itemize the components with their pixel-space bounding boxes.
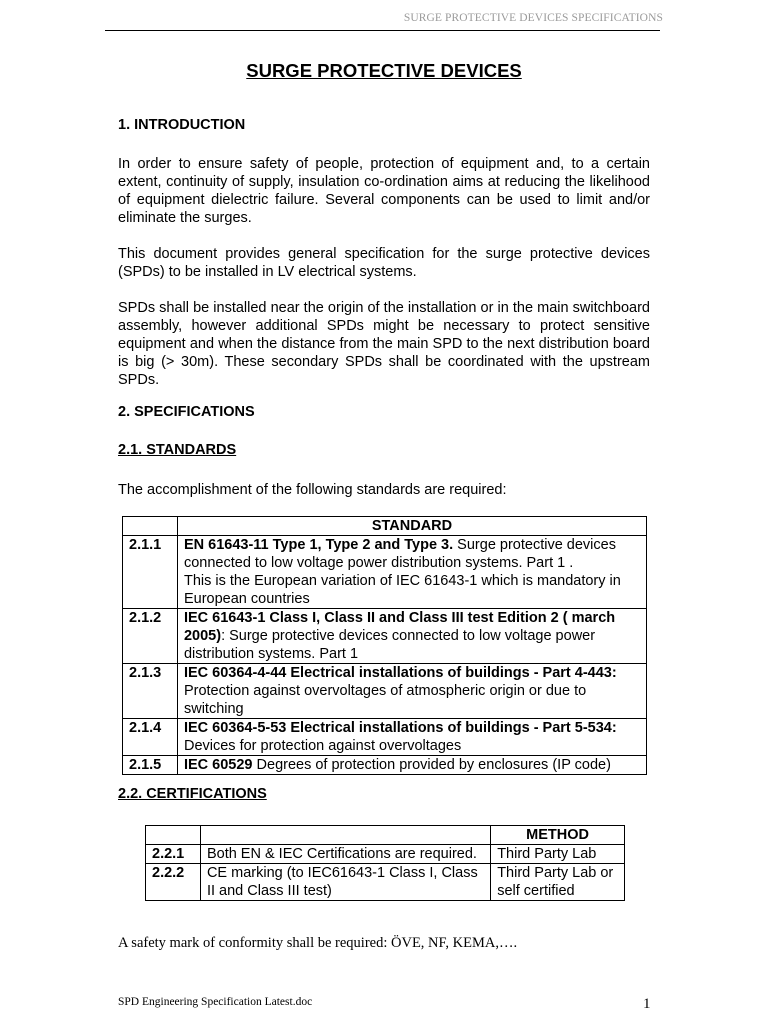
table-row bbox=[146, 864, 625, 901]
intro-paragraph-3: SPDs shall be installed near the origin of the installation or in the main switchboard assembly, however additional SPDs might be necessary to protect sensitive equipment and when the distance from the main SPD to the next distribution board is big (> 30m). These secondary SPDs shall be coordinated with the upstream SPDs. bbox=[118, 300, 650, 388]
table-header-cell-empty bbox=[146, 826, 201, 845]
standard-title: EN 61643-11 Type 1, Type 2 and Type 3. bbox=[183, 537, 454, 553]
table-header-cell-empty bbox=[123, 517, 178, 536]
footer-page-number: 1 bbox=[643, 996, 651, 1012]
table-row bbox=[123, 756, 647, 775]
safety-mark-statement: A safety mark of conformity shall be required: ÖVE, NF, KEMA,…. bbox=[118, 935, 518, 951]
section-heading-introduction: 1. INTRODUCTION bbox=[118, 117, 246, 133]
section-heading-specifications: 2. SPECIFICATIONS bbox=[118, 404, 255, 420]
table-header-standard: STANDARD bbox=[177, 517, 646, 536]
standards-intro: The accomplishment of the following standards are required: bbox=[118, 482, 507, 498]
table-header-row bbox=[146, 826, 625, 845]
standard-title: IEC 61643-1 Class I, Class II and Class III test Edition 2 ( march 2005) bbox=[183, 610, 616, 644]
row-number: 2.1.4 bbox=[123, 719, 178, 756]
table-header-row bbox=[123, 517, 647, 536]
standard-cell bbox=[177, 756, 646, 775]
running-header: SURGE PROTECTIVE DEVICES SPECIFICATIONS bbox=[403, 12, 663, 24]
standard-description: Devices for protection against overvoltages bbox=[183, 738, 462, 754]
certification-method: Third Party Lab bbox=[491, 845, 625, 864]
standard-title: IEC 60364-4-44 Electrical installations of buildings - Part 4-443: bbox=[183, 665, 617, 681]
table-header-cell-empty bbox=[200, 826, 490, 845]
table-header-method: METHOD bbox=[491, 826, 625, 845]
standard-description: Degrees of protection provided by enclosures (IP code) bbox=[252, 757, 611, 773]
subsection-heading-standards: 2.1. STANDARDS bbox=[118, 442, 237, 458]
row-number: 2.1.5 bbox=[123, 756, 178, 775]
standard-title: IEC 60529 bbox=[183, 757, 253, 773]
row-number: 2.1.3 bbox=[123, 664, 178, 719]
standard-cell bbox=[177, 536, 646, 609]
footer-filename: SPD Engineering Specification Latest.doc bbox=[118, 996, 313, 1008]
intro-paragraph-2: This document provides general specification for the surge protective devices (SPDs) to be installed in LV electrical systems. bbox=[118, 246, 650, 280]
table-row bbox=[123, 664, 647, 719]
standard-note: This is the European variation of IEC 61643-1 which is mandatory in European countries bbox=[183, 573, 621, 607]
standard-title: IEC 60364-5-53 Electrical installations of buildings - Part 5-534: bbox=[183, 720, 617, 736]
standard-description: : Surge protective devices connected to low voltage power distribution systems. Part 1 bbox=[183, 628, 596, 662]
certifications-table bbox=[145, 825, 625, 901]
standard-cell bbox=[177, 609, 646, 664]
certification-description: Both EN & IEC Certifications are required. bbox=[200, 845, 490, 864]
table-row bbox=[123, 609, 647, 664]
subsection-heading-certifications: 2.2. CERTIFICATIONS bbox=[118, 786, 267, 802]
table-row bbox=[123, 719, 647, 756]
standards-table bbox=[122, 516, 647, 775]
document-title: SURGE PROTECTIVE DEVICES bbox=[246, 60, 522, 81]
standard-description: Protection against overvoltages of atmospheric origin or due to switching bbox=[183, 683, 587, 717]
row-number: 2.1.2 bbox=[123, 609, 178, 664]
table-row bbox=[146, 845, 625, 864]
certification-method: Third Party Lab or self certified bbox=[491, 864, 625, 901]
header-rule bbox=[105, 30, 660, 31]
standard-cell bbox=[177, 664, 646, 719]
table-row bbox=[123, 536, 647, 609]
standard-description: Surge protective devices connected to low voltage power distribution systems. Part 1 . bbox=[183, 537, 616, 571]
certification-description: CE marking (to IEC61643-1 Class I, Class II and Class III test) bbox=[200, 864, 490, 901]
standard-cell bbox=[177, 719, 646, 756]
row-number: 2.1.1 bbox=[123, 536, 178, 609]
row-number: 2.2.2 bbox=[146, 864, 201, 901]
intro-paragraph-1: In order to ensure safety of people, protection of equipment and, to a certain extent, continuity of supply, insulation co-ordination aims at reducing the likelihood of equipment dielectric failure. Several components can be used to limit and/or eliminate the surges. bbox=[118, 156, 650, 226]
row-number: 2.2.1 bbox=[146, 845, 201, 864]
